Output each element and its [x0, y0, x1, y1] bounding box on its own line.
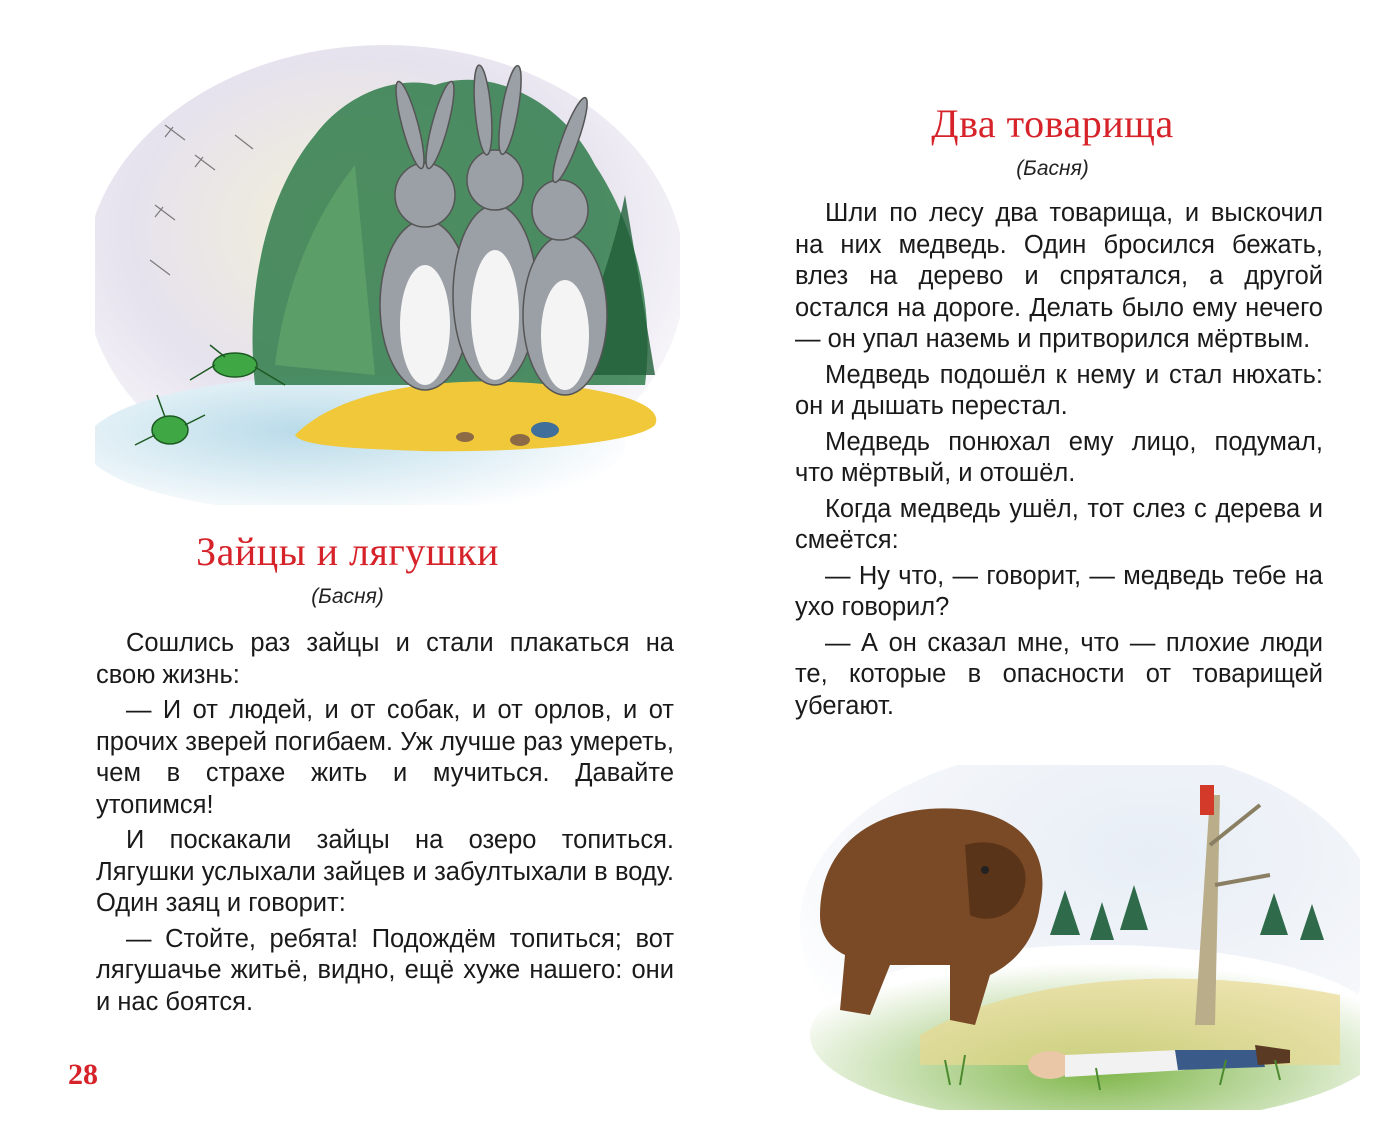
bear-and-man-icon	[800, 765, 1360, 1110]
paragraph: Медведь понюхал ему лицо, подумал, что мёртвый, и отошёл.	[795, 427, 1323, 487]
story-text	[96, 628, 674, 1022]
page-number: 28	[68, 1058, 98, 1091]
story-title: Два товарища	[931, 101, 1174, 146]
paragraph: Шли по лесу два товарища, и выскочил на них медведь. Один бросился бежать, влез на дерево и спрятался, а другой остался на дороге. Делать было ему нечего — он упал наземь и притворился мёртвым.	[795, 199, 1323, 353]
story-text	[795, 198, 1323, 726]
paragraph: Сошлись раз зайцы и стали плакаться на свою жизнь:	[96, 629, 674, 689]
story-genre: (Басня)	[311, 585, 384, 608]
paragraph: И поскакали зайцы на озеро топиться. Лягушки услыхали зайцев и забултыхали в воду. Один заяц и говорит:	[96, 826, 674, 917]
paragraph: Медведь подошёл к нему и стал нюхать: он и дышать перестал.	[795, 360, 1323, 420]
right-page	[695, 0, 1390, 1144]
paragraph: Когда медведь ушёл, тот слез с дерева и смеётся:	[795, 494, 1323, 554]
hares-and-frogs-illustration	[95, 45, 680, 505]
paragraph: — Стойте, ребята! Подождём топиться; вот лягушачье житьё, видно, ещё хуже нашего: они и нас боятся.	[96, 924, 674, 1016]
paragraph: — И от людей, и от собак, и от орлов, и от прочих зверей погибаем. Уж лучше раз умереть, чем в страхе жить и мучиться. Давайте утопимся!	[96, 696, 674, 819]
story-genre: (Басня)	[1016, 157, 1089, 180]
paragraph: — А он сказал мне, что — плохие люди те, которые в опасности от товарищей убегают.	[795, 628, 1323, 720]
story-title: Зайцы и лягушки	[196, 529, 499, 574]
paragraph: — Ну что, — говорит, — медведь тебе на ухо говорил?	[795, 561, 1323, 621]
hares-and-frogs-icon	[95, 45, 680, 505]
bear-and-man-illustration	[800, 765, 1360, 1110]
